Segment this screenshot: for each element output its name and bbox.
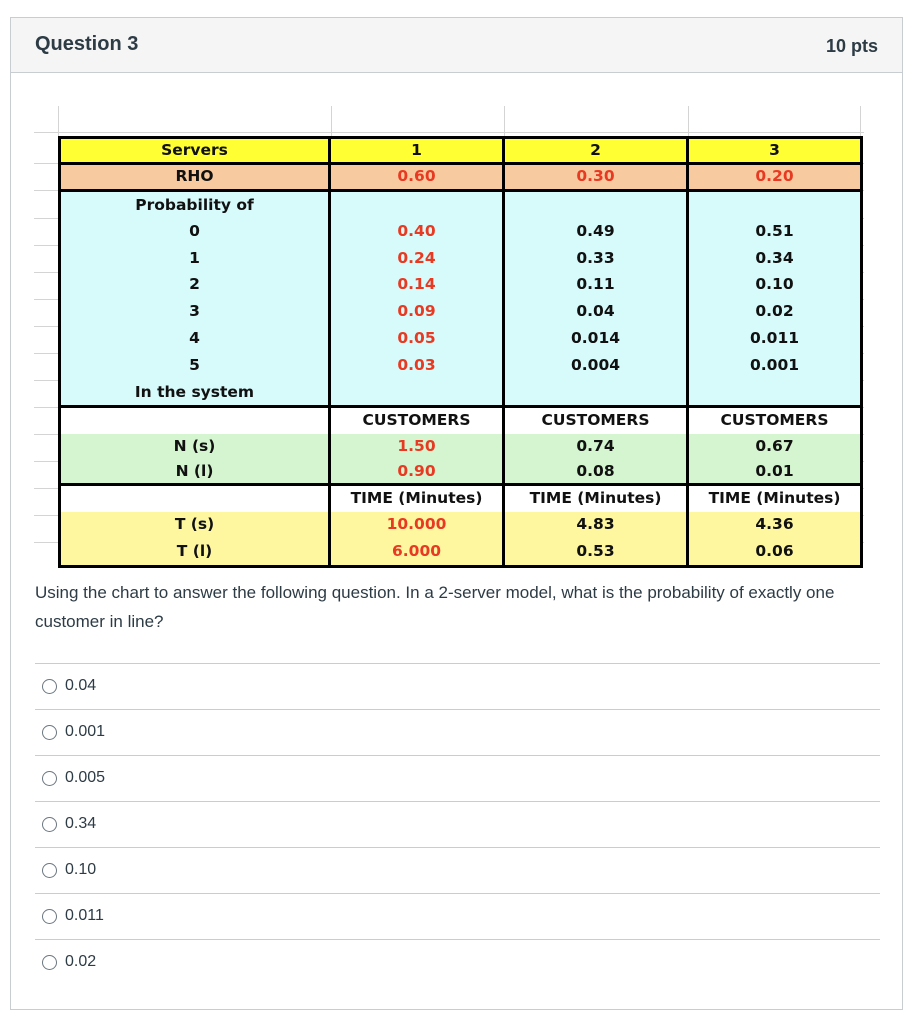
servers-2: 2: [504, 138, 688, 164]
in-system-label: In the system: [60, 380, 330, 407]
answer-label[interactable]: 0.005: [65, 769, 106, 786]
time-label: TIME (Minutes): [330, 485, 504, 512]
prob-value: 0.34: [688, 246, 862, 272]
rho-2: 0.30: [504, 164, 688, 191]
nl-value: 0.90: [330, 460, 504, 485]
prob-n: 2: [60, 272, 330, 299]
ns-value: 0.74: [504, 434, 688, 460]
rho-1: 0.60: [330, 164, 504, 191]
radio-button[interactable]: [42, 817, 57, 832]
ts-value: 4.83: [504, 512, 688, 539]
rho-3: 0.20: [688, 164, 862, 191]
radio-button[interactable]: [42, 679, 57, 694]
ns-value: 0.67: [688, 434, 862, 460]
question-header: [11, 18, 902, 73]
prob-value: 0.49: [504, 219, 688, 246]
probability-label: Probability of: [60, 191, 330, 219]
radio-button[interactable]: [42, 771, 57, 786]
tl-label: T (l): [60, 539, 330, 567]
customers-label: CUSTOMERS: [330, 407, 504, 434]
question-points: 10 pts: [825, 36, 878, 56]
prob-n: 4: [60, 326, 330, 353]
tl-value: 0.06: [688, 539, 862, 567]
prob-n: 3: [60, 299, 330, 326]
ts-label: T (s): [60, 512, 330, 539]
prob-value: 0.24: [330, 246, 504, 272]
prob-value: 0.02: [688, 299, 862, 326]
ns-value: 1.50: [330, 434, 504, 460]
tl-value: 6.000: [330, 539, 504, 567]
prob-value: 0.40: [330, 219, 504, 246]
radio-button[interactable]: [42, 863, 57, 878]
prob-value: 0.03: [330, 353, 504, 380]
prob-value: 0.14: [330, 272, 504, 299]
answer-label[interactable]: 0.02: [65, 953, 97, 970]
answer-label[interactable]: 0.011: [65, 907, 104, 924]
radio-button[interactable]: [42, 955, 57, 970]
time-label: TIME (Minutes): [688, 485, 862, 512]
prob-value: 0.014: [504, 326, 688, 353]
ts-value: 10.000: [330, 512, 504, 539]
servers-1: 1: [330, 138, 504, 164]
question-card: [10, 17, 903, 1010]
answer-list: [35, 663, 880, 985]
nl-label: N (l): [60, 460, 330, 485]
answer-option[interactable]: [35, 709, 880, 755]
servers-label: Servers: [60, 138, 330, 164]
prob-value: 0.011: [688, 326, 862, 353]
answer-label[interactable]: 0.001: [65, 723, 106, 740]
prob-value: 0.33: [504, 246, 688, 272]
answer-option[interactable]: [35, 801, 880, 847]
radio-button[interactable]: [42, 909, 57, 924]
customers-label: CUSTOMERS: [504, 407, 688, 434]
prob-value: 0.11: [504, 272, 688, 299]
question-title: Question 3: [35, 33, 139, 55]
answer-label[interactable]: 0.10: [65, 861, 97, 878]
queue-table: [58, 136, 863, 568]
queue-chart-image: [34, 106, 864, 566]
answer-label[interactable]: 0.04: [65, 677, 97, 694]
question-text: Using the chart to answer the following question. In a 2-server model, what is the probability of exactly one customer in line?: [35, 583, 835, 631]
prob-value: 0.10: [688, 272, 862, 299]
nl-value: 0.08: [504, 460, 688, 485]
radio-button[interactable]: [42, 725, 57, 740]
answer-option[interactable]: [35, 663, 880, 709]
tl-value: 0.53: [504, 539, 688, 567]
answer-option[interactable]: [35, 939, 880, 985]
prob-value: 0.001: [688, 353, 862, 380]
answer-option[interactable]: [35, 847, 880, 893]
customers-label: CUSTOMERS: [688, 407, 862, 434]
prob-value: 0.51: [688, 219, 862, 246]
rho-label: RHO: [60, 164, 330, 191]
prob-value: 0.004: [504, 353, 688, 380]
prob-n: 0: [60, 219, 330, 246]
answer-option[interactable]: [35, 893, 880, 939]
prob-n: 5: [60, 353, 330, 380]
servers-3: 3: [688, 138, 862, 164]
ns-label: N (s): [60, 434, 330, 460]
prob-value: 0.04: [504, 299, 688, 326]
prob-n: 1: [60, 246, 330, 272]
time-label: TIME (Minutes): [504, 485, 688, 512]
prob-value: 0.05: [330, 326, 504, 353]
answer-label[interactable]: 0.34: [65, 815, 97, 832]
prob-value: 0.09: [330, 299, 504, 326]
answer-option[interactable]: [35, 755, 880, 801]
ts-value: 4.36: [688, 512, 862, 539]
nl-value: 0.01: [688, 460, 862, 485]
